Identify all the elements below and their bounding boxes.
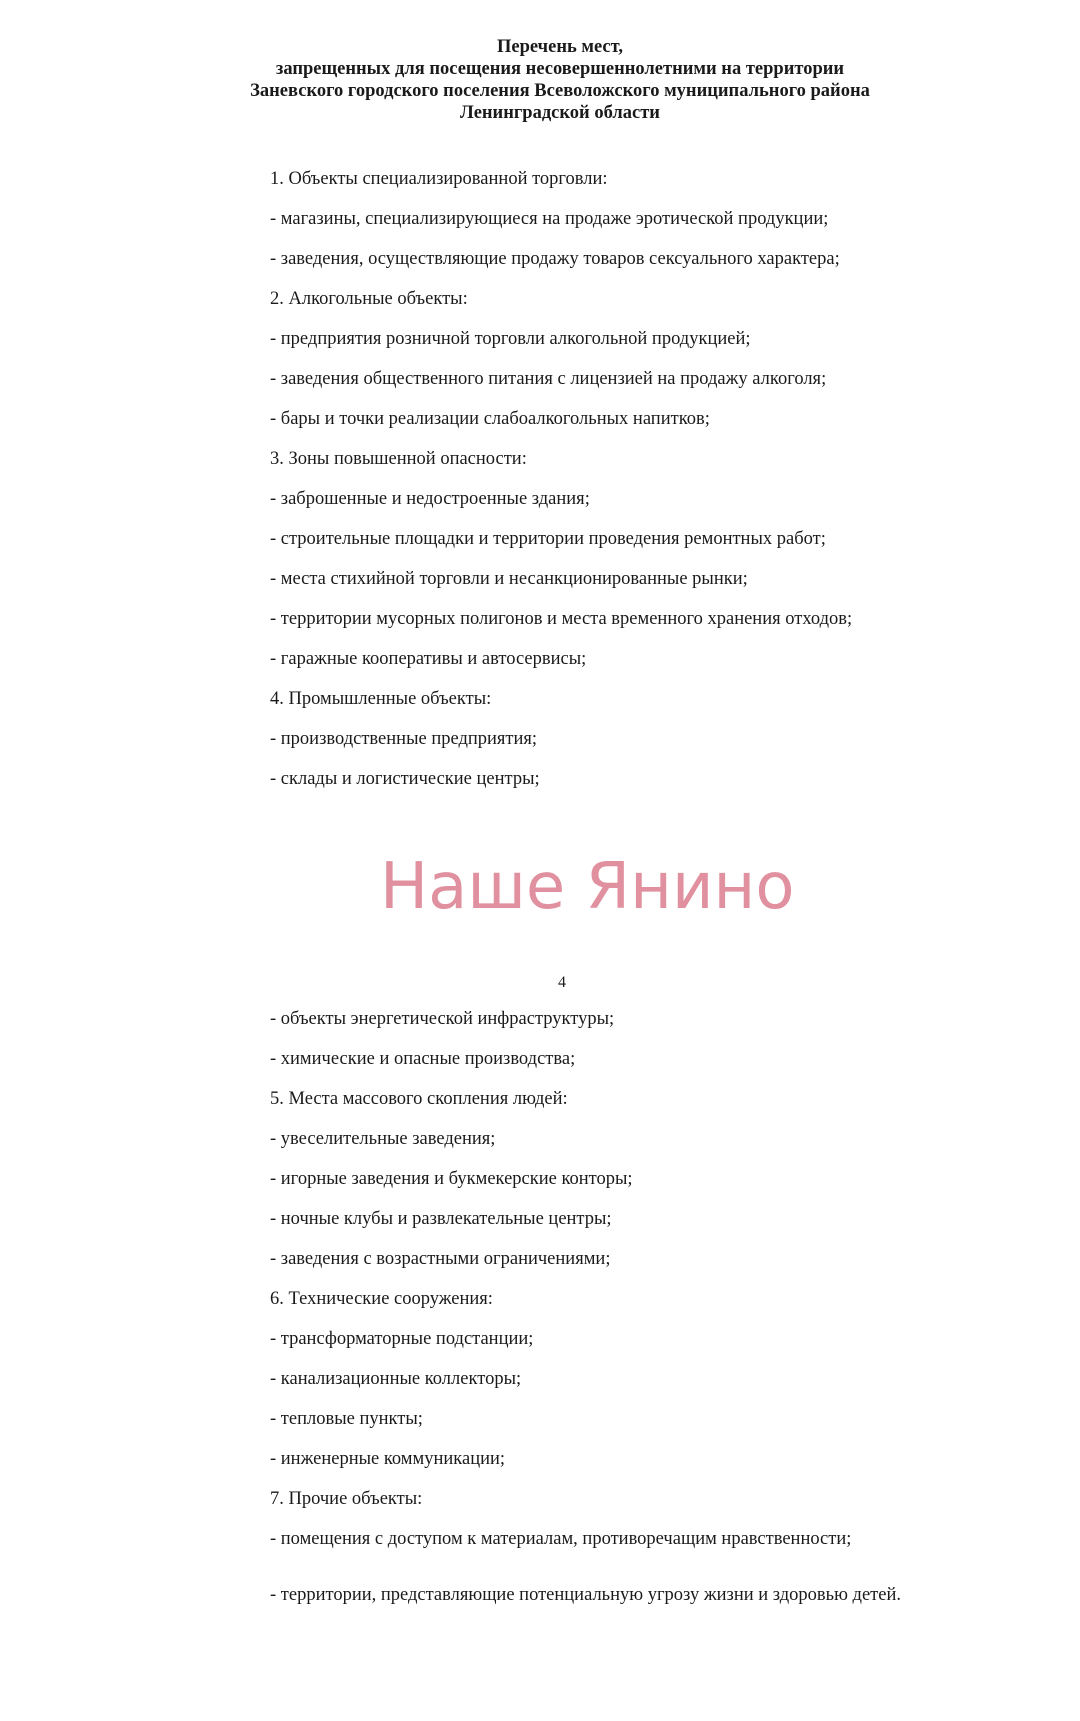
list-item: - территории мусорных полигонов и места временного хранения отходов; <box>270 609 853 629</box>
list-item: - игорные заведения и букмекерские конторы; <box>270 1169 633 1189</box>
document-title <box>180 36 940 124</box>
section-heading: 7. Прочие объекты: <box>270 1489 423 1509</box>
page-number: 4 <box>558 974 566 991</box>
list-item: - гаражные кооперативы и автосервисы; <box>270 649 587 669</box>
list-item: - увеселительные заведения; <box>270 1129 496 1149</box>
title-line: запрещенных для посещения несовершеннолетними на территории <box>275 59 845 79</box>
section-heading: 3. Зоны повышенной опасности: <box>270 449 527 469</box>
list-item: - бары и точки реализации слабоалкогольных напитков; <box>270 409 710 429</box>
list-item: - тепловые пункты; <box>270 1409 423 1429</box>
section-heading: 2. Алкогольные объекты: <box>270 289 468 309</box>
watermark-logo-text: Наше Янино <box>380 850 795 924</box>
list-item: - инженерные коммуникации; <box>270 1449 506 1469</box>
list-item: - химические и опасные производства; <box>270 1049 576 1069</box>
title-line: Перечень мест, <box>497 37 623 57</box>
list-item: - ночные клубы и развлекательные центры; <box>270 1209 612 1229</box>
list-item: - трансформаторные подстанции; <box>270 1329 534 1349</box>
list-item: - заведения общественного питания с лицензией на продажу алкоголя; <box>270 369 827 389</box>
list-item-paragraph: - территории, представляющие потенциальную угрозу жизни и здоровью детей. <box>270 1585 901 1605</box>
list-item: - заброшенные и недостроенные здания; <box>270 489 590 509</box>
list-item: - места стихийной торговли и несанкционированные рынки; <box>270 569 748 589</box>
section-heading: 5. Места массового скопления людей: <box>270 1089 568 1109</box>
list-item: - канализационные коллекторы; <box>270 1369 522 1389</box>
list-item: - предприятия розничной торговли алкогольной продукцией; <box>270 329 751 349</box>
list-item: - магазины, специализирующиеся на продаже эротической продукции; <box>270 209 829 229</box>
list-item: - объекты энергетической инфраструктуры; <box>270 1009 615 1029</box>
list-item: - склады и логистические центры; <box>270 769 540 789</box>
list-item: - производственные предприятия; <box>270 729 538 749</box>
section-heading: 4. Промышленные объекты: <box>270 689 492 709</box>
list-item: - помещения с доступом к материалам, противоречащим нравственности; <box>270 1529 852 1549</box>
section-heading: 6. Технические сооружения: <box>270 1289 493 1309</box>
list-item: - заведения, осуществляющие продажу товаров сексуального характера; <box>270 249 840 269</box>
title-line: Ленинградской области <box>460 103 660 123</box>
list-item: - строительные площадки и территории проведения ремонтных работ; <box>270 529 826 549</box>
section-heading: 1. Объекты специализированной торговли: <box>270 169 608 189</box>
list-item: - заведения с возрастными ограничениями; <box>270 1249 611 1269</box>
title-line: Заневского городского поселения Всеволожского муниципального района <box>250 81 870 101</box>
